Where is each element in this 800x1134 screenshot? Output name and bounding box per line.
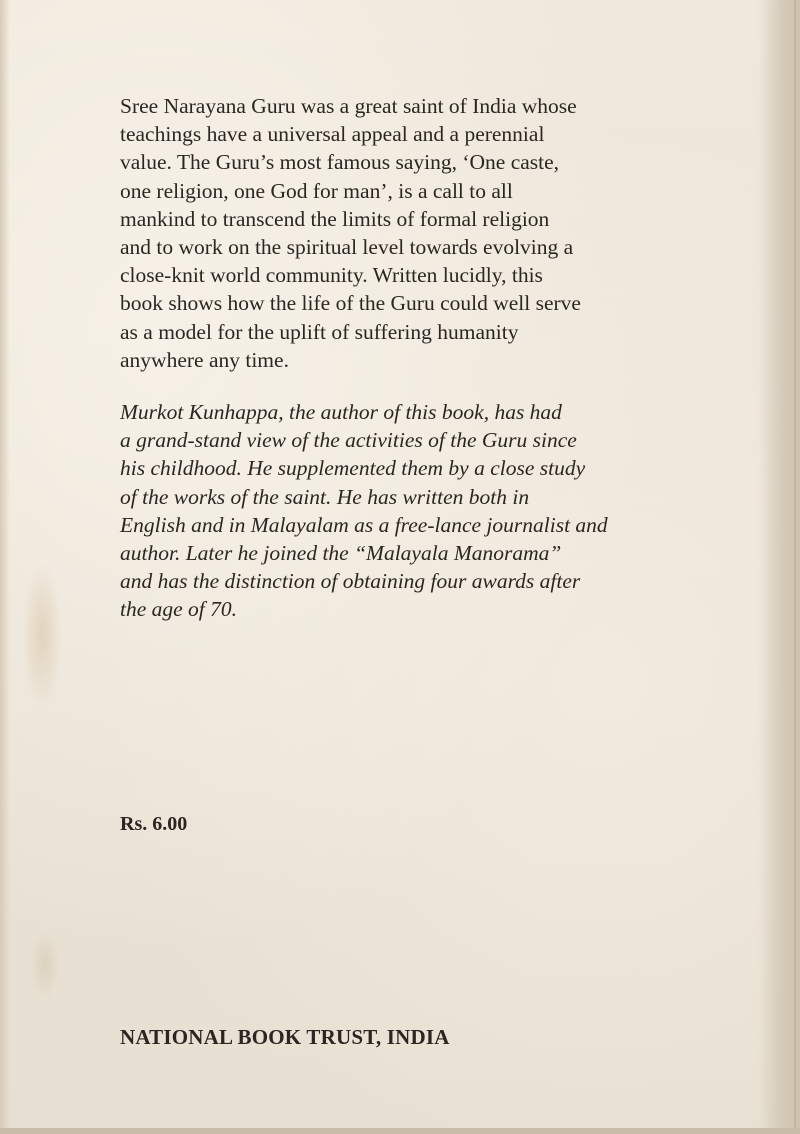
blurb-line: and to work on the spiritual level towards evolving a xyxy=(120,235,574,260)
price-label: Rs. 6.00 xyxy=(120,813,188,835)
blurb-line: teachings have a universal appeal and a perennial xyxy=(120,122,545,147)
left-page-edge xyxy=(0,0,10,1134)
blurb-line: mankind to transcend the limits of formal religion xyxy=(120,206,550,231)
publisher-name: NATIONAL BOOK TRUST, INDIA xyxy=(120,1025,450,1049)
author-bio-line: a grand-stand view of the activities of the Guru since xyxy=(120,428,577,453)
spine-crease xyxy=(794,0,796,1134)
blurb-line: close-knit world community. Written lucidly, this xyxy=(120,263,543,288)
author-bio-line: and has the distinction of obtaining four awards after xyxy=(120,569,581,594)
blurb-line: value. The Guru’s most famous saying, ‘One caste, xyxy=(120,150,560,175)
author-bio-line: his childhood. He supplemented them by a close study xyxy=(120,456,586,481)
blurb-line: one religion, one God for man’, is a call to all xyxy=(120,178,513,203)
bottom-page-edge xyxy=(0,1128,800,1134)
paper-stain xyxy=(30,930,60,1000)
book-blurb xyxy=(120,92,720,374)
paper-stain xyxy=(22,560,62,710)
blurb-line: Sree Narayana Guru was a great saint of India whose xyxy=(120,94,577,118)
blurb-line: anywhere any time. xyxy=(120,347,289,372)
author-bio-line: of the works of the saint. He has written both in xyxy=(120,484,530,509)
author-bio-line: Murkot Kunhappa, the author of this book, has had xyxy=(120,400,562,424)
author-bio-line: author. Later he joined the “Malayala Manorama” xyxy=(120,541,562,566)
author-bio xyxy=(120,398,720,624)
blurb-line: book shows how the life of the Guru could well serve xyxy=(120,291,581,316)
blurb-line: as a model for the uplift of suffering humanity xyxy=(120,319,519,344)
author-bio-line: the age of 70. xyxy=(120,597,238,622)
author-bio-line: English and in Malayalam as a free-lance journalist and xyxy=(120,512,608,537)
